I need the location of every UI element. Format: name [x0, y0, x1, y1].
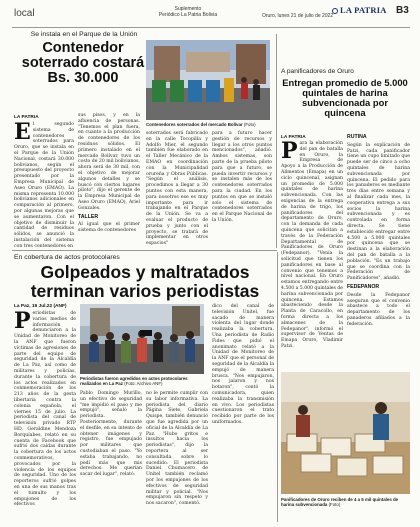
- story2-byline: LA PATRIA: [281, 135, 306, 140]
- page-number: B3: [396, 5, 409, 16]
- story2-photo: [281, 372, 410, 494]
- story1-caption: [146, 122, 276, 127]
- story2-caption-text: Panificadores de Oruro reciben de 4 a 5 mil quintales de harina subvencionada: [281, 497, 399, 508]
- story3-col2: [80, 391, 142, 521]
- story1-col3: [146, 131, 208, 248]
- story3-dropcap: P: [14, 308, 31, 334]
- column-divider: [276, 34, 277, 248]
- story2-col1-text: ara la elaboración del pan de batalla en Oruro, la Empresa de Apoyo a la Producción de Alimentos (Emapa) en un ciclo quincenal, asignan un promedio de 5.000 quintales de harina subvencionada. Con las exigencias de la entrega de harina de trigo, los panificadores del departamento de Oruro, con la demanda de cada quincena que solicitan a través de la Federación Departamental de Panificadores de Oruro (Fedepanor). "Venía la solicitud que tienen los panificadores en base al convenio que tenemos a nivel nacional. En Oruro estamos entregando entre 4.500 a 5.000 quintales de harina subvencionada por quincena. Estamos abasteciendo desde la Planta de Caracollo, en forma directa a los almacenes de la Fedepanor", informó el supervisor de Ventas de Emapa Oruro, Vladimir Patzi.: [281, 141, 343, 349]
- story3-kicker: En cobertura de actos protocolares: [14, 254, 120, 261]
- story2-caption-credit: (Foto): [328, 502, 341, 508]
- story3-col1: [14, 308, 76, 521]
- section-rule: [12, 250, 277, 251]
- story2-col2-text: Según la explicación de Patzi, cada panificador tiene un cupo limitado que puede ser de cinco a ocho quintales de harina subvencionada por quincena. El pedido para los panaderos es mediante tres días entre semana y al finalizar cada mes, la cooperativa entrega a sus socios la harina subvencionada y es controlada en forma directa. Se tiene establecido entregar entre 4.500 a 5.000 quintales por quincena que se destinan a la elaboración del pan de batalla a la población. "Es un trabajo que se coordina con la Federación de Panificadores", añadió.: [347, 142, 410, 282]
- story2-col1: [281, 138, 343, 349]
- masthead-logo: [332, 5, 387, 15]
- supplement-line2: Periódico La Patria Bolivia: [158, 12, 218, 18]
- story1-kicker: Se instala en el Parque de la Unión: [30, 31, 138, 38]
- story3-col4-text: dico del canal de televisión Unitel, fue sacado de manera violenta del lugar donde realizaba la cobertura. Una periodista de Radio Fides que pidió el anonimato relató a la Unidad de Monitoreo de la ANF que el personal de seguridad de la Alcaldía la empujó de manera brusca. "Nos empujaron, nos jalaron y nos botaron", contó la comunicadora, quien realizaba la transmisión en vivo. Los periodistas cuestionaron el trato recibido por parte de los uniformados.: [212, 304, 274, 425]
- story2-col2b-text: Desde la Fedepanor aseguran que el convenio abastece a todo el departamento de los panaderos afiliados a la federación.: [347, 292, 410, 327]
- story3-col3-text: no le permite cumplir con su labor informativa. La periodista del diario Página Siete, Gabriela Quispe, también denunció que fue agredida por un oficial de la Alcaldía de La Paz. "Hubo gritos e insultos hacia los periodistas", dijo la reportera al ser consultada sobre lo sucedido. El periodista Daniel Chumacero de Unitel también reclamó por los empujones de los efectivos de seguridad militar y policial. "Nos empujaron sin respeto y nos sacaron", comentó.: [146, 391, 208, 507]
- story3-col4: [212, 304, 274, 521]
- story3-caption: [80, 376, 210, 386]
- story1-col1: [14, 119, 74, 249]
- story1-col3-text: soterrados será fabricado en la calle Tocopilla y Adolfo Mier, el segundo también fue elaborado en el Taller Mecánico de la EMAO en coordinación con la Municipalidad orureña y Obras Públicas. "Según el análisis, procedimos a llegar a 30 puntos con esta manera, para nosotros ese es muy importante para ir trabajando en el Parque de la Unión. Se va a evaluar el producto de prueba y junto con el proyecto, se tratará de implementar en otros espacios": [146, 131, 208, 247]
- story2-subhead: RUTINA: [347, 134, 367, 140]
- issue-date: Oruro, lunes 21 de julio de 2022: [262, 13, 334, 19]
- story1-byline: LA PATRIA: [14, 115, 39, 120]
- story2-subhead2: FEDEPANOR: [347, 283, 380, 290]
- story1-col1-text: l segundo sistema de contenedores soterrados para Oruro, que se instala en el Parque de la Unión Nacional, costará 30.000 bolivianos, según el presupuesto del proyecto presentado por la Empresa Municipal de Aseo Oruro (EMAO). La misma representa 10.000 bolivianos adicionales en comparación al primero, por algunas mejoras que se aumentaron. Con el objetivo de disminuir la cantidad de residuos sólidos, se anunció la instalación del sistema con tres contenedores en: [14, 122, 74, 249]
- story3-byline: La Paz, 19 Jul.22 (ANF): [14, 304, 67, 309]
- story1-subhead: TALLER: [78, 213, 99, 220]
- story2-kicker: A panificadores de Oruro: [281, 68, 354, 75]
- story1-photo: [146, 40, 270, 120]
- story1-col2: [78, 113, 140, 248]
- story1-col2-text: sus pisos, y en la afluencia de personas. "Tenemos el plan fuera, en cuanto a la producción de contenedores de los residuos sólidos. El primero instalado en el mercado Bolívar, tuvo un costo de 20 mil bolivianos, ahora será de 30 mil, con el objetivo de mejorar algunos detalles y se buscó con ciertos lugares piloto", dijo el gerente de la Empresa Municipal de Aseo Oruro (EMAO), Ariel Gonzales.: [78, 113, 140, 211]
- story3-headline-line2: terminan varios periodistas: [30, 281, 260, 301]
- story2-headline: Entregan promedio de 5.000 quintales de harina subvencionada por quincena: [282, 77, 408, 118]
- story1-caption-text: Contenedores soterrados del mercado Bolívar: [146, 122, 243, 127]
- supplement-label: [158, 6, 218, 18]
- story3-caption-credit: (Foto: Archivo ANF): [124, 381, 163, 387]
- logo-mark-icon: [332, 8, 338, 14]
- story3-caption-text: Periodistas fueron agredidos en actos protocolares realizados en La Paz: [80, 376, 188, 387]
- story2-col2: [347, 135, 410, 365]
- story2-caption: [281, 497, 410, 507]
- column-divider-lower: [277, 252, 278, 522]
- story1-headline: Contenedor soterrado costará Bs. 30.000: [21, 40, 145, 87]
- story3-col2-text: Pablo Domingo Murillo, un efectivo de seguridad "me impidió el paso y me empujó", señaló la periodista. Posteriormente, durante el desfile, en su intento de obtener imágenes y registro, fue empujado por militares que custodiaban el paso. "Yo estaba trabajando, no pedí más que mis derechos. Me querían sacar del lugar", relató.: [80, 391, 142, 478]
- story1-col2b-text: Al igual que el primer sistema de contenedores: [78, 222, 140, 234]
- logo-text: LA PATRIA: [340, 5, 387, 15]
- story3-col3: [146, 391, 208, 521]
- story1-col4-text: para a futuro hacer gestión de recursos y llegar a los otros puntos mencionados", añadió. Ambos sistemas, son parte de la prueba piloto para que a futuro, se pueda invertir recursos y se instalen más de los contenedores soterrados para la ciudad. En los puntos en que se instaló solo el sistema de contenedores soterrados en el Parque Nacional de la Unión.: [212, 131, 272, 223]
- story2-dropcap: P: [281, 138, 298, 164]
- section-label: local: [14, 8, 35, 19]
- story1-caption-credit: (Foto): [243, 122, 256, 127]
- story3-col1-text: eriodistas de varios medios de información denunciaron a la Unidad de Monitoreo de la ANF que fueron víctimas de agresiones de parte del equipo de seguridad de la Alcaldía de La Paz, así como de militares y policías, durante la cobertura de los actos realizados en conmemoración de los 213 años de la gesta libertaria contra la colonia española, el viernes 15 de julio. La periodista del canal de televisión privado RTP HD, Geraldine Mendoza Borquíabes, relató en su cuenta de Facebook que sufrió dos caídas durante la cobertura de los actos conmemorativos, provocados por la violencia de los equipos de seguridad. Uno de los reporteros sufrió golpes en una de sus manos tras el tumulto y los empujones de los efectivos: [14, 311, 76, 508]
- story3-headline-line1: Golpeados y maltratados: [40, 262, 250, 282]
- supplement-line1: Suplemento: [174, 6, 202, 12]
- story1-col4: [212, 131, 272, 248]
- header-rule: [12, 27, 410, 28]
- story1-dropcap: E: [14, 119, 31, 145]
- story3-photo: [80, 304, 204, 374]
